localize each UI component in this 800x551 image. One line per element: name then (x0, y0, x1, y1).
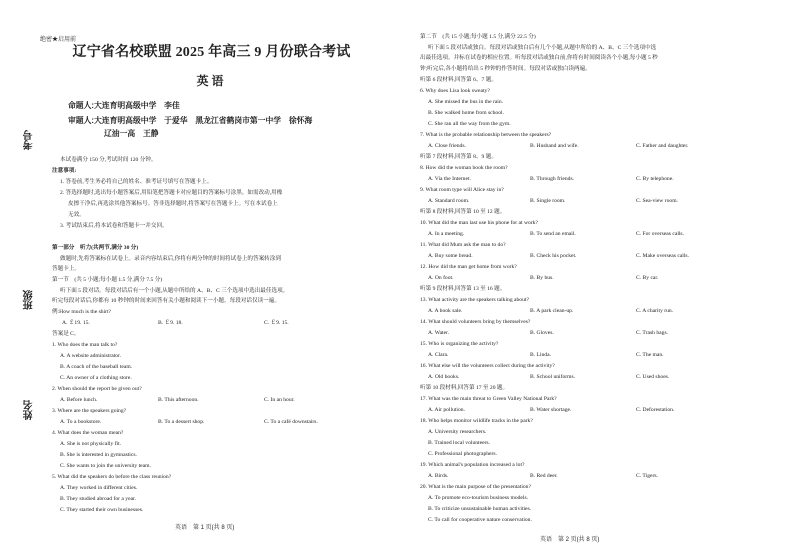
set-instruction: 听第 6 段材料,回答第 6、7 题。 (420, 77, 497, 83)
option: A. To a bookstore. (60, 419, 102, 425)
question-stem: 17. What was the main threat to Green Valley National Park? (420, 396, 557, 402)
question-stem: 1. Who does the man talk to? (52, 342, 118, 348)
question-stem: 16. What else will the volunteers collect during the activity? (420, 363, 555, 369)
option: B. A park clean-up. (530, 308, 574, 314)
set-instruction: 听第 10 段材料,回答第 17 至 20 题。 (420, 385, 509, 391)
question-stem: 2. When should the report be given out? (52, 386, 142, 392)
set-instruction: 听第 9 段材料,回答第 13 至 16 题。 (420, 286, 506, 292)
question-stem: 6. Why does Lisa look sweaty? (420, 88, 490, 94)
option: A. Buy some bread. (428, 253, 473, 259)
note-item: 2. 答选择题时,选出每小题答案后,用铅笔把答题卡对应题目的答案标号涂黑。如需改动,用橡 (60, 190, 283, 196)
part1-heading: 第一部分 听力(共两节,满分 30 分) (52, 245, 139, 251)
option: B. This afternoon. (158, 397, 199, 403)
option: B. To criticize unsustainable human activities. (428, 506, 532, 512)
set-instruction: 听第 8 段材料,回答第 10 至 12 题。 (420, 209, 506, 215)
option: A. In a meeting. (428, 231, 465, 237)
page-footer: 英语 第 1 页(共 8 页) (175, 525, 235, 531)
question-stem: 13. What activity are the speakers talking about? (420, 297, 529, 303)
option: A. She is not physically fit. (60, 441, 122, 447)
question-stem: 10. What did the man last use his phone for at work? (420, 220, 538, 226)
exam-title: 辽宁省名校联盟 2025 年高三 9 月份联合考试 (72, 45, 351, 60)
example-option: B. ￡9. 18. (158, 320, 183, 326)
side-label-class: 班级 (24, 290, 35, 310)
example-answer: 答案是 C。 (52, 331, 80, 337)
side-label-name: 姓名 (24, 400, 35, 420)
question-stem: 9. What room type will Alice stay in? (420, 187, 504, 193)
option: B. They studied abroad for a year. (60, 496, 137, 502)
option: B. To send an email. (530, 231, 576, 237)
part1-intro: 做题时,先将答案标在试卷上。录音内容结束后,你将有两分钟的时间将试卷上的答案转涂到 (60, 256, 281, 262)
option: C. She ran all the way from the gym. (428, 121, 511, 127)
option: C. By car. (636, 275, 659, 281)
page-footer: 英语 第 2 页(共 8 页) (540, 537, 600, 543)
question-stem: 7. What is the probable relationship between the speakers? (420, 132, 552, 138)
example-question: 例:How much is the shirt? (52, 309, 112, 315)
notes-heading: 注意事项: (52, 168, 77, 174)
option: C. The man. (636, 352, 664, 358)
note-item: 1. 答卷前,考生务必将自己的姓名、准考证号填写在答题卡上。 (60, 179, 213, 185)
option: B. School uniforms. (530, 374, 576, 380)
option: B. Husband and wife. (530, 143, 579, 149)
exam-info: 本试卷满分 150 分,考试时间 120 分钟。 (60, 157, 157, 163)
option: C. Tigers. (636, 473, 658, 479)
option: C. In an hour. (264, 397, 295, 403)
option: A. A website administrator. (60, 353, 122, 359)
option: C. Father and daughter. (636, 143, 689, 149)
option: C. Used shoes. (636, 374, 670, 380)
section2-heading: 第二节 (共 15 小题;每小题 1.5 分,满分 22.5 分) (420, 34, 536, 40)
option: A. Clara. (428, 352, 449, 358)
reviewer-line-2: 辽油一高 王静 (104, 129, 159, 138)
exam-page-2 (400, 0, 800, 551)
option: A. She missed the bus in the rain. (428, 99, 504, 105)
option: A. Old books. (428, 374, 460, 380)
option: A. Standard room. (428, 198, 470, 204)
option: B. Linda. (530, 352, 551, 358)
section1-intro: 听完每段对话后,你都有 10 秒钟的时间来回答有关小题和阅读下一小题。每段对话仅读一遍。 (52, 298, 280, 304)
option: B. She walked home from school. (428, 110, 504, 116)
section2-intro: 钟;听完后,各小题将给出 5 秒钟的作答时间。每段对话或独白读两遍。 (420, 66, 591, 72)
option: B. Check his pocket. (530, 253, 577, 259)
option: C. Trash bags. (636, 330, 669, 336)
set-instruction: 听第 7 段材料,回答第 8、9 题。 (420, 154, 497, 160)
question-stem: 19. Which animal's population increased a lot? (420, 462, 525, 468)
option: C. Sea-view room. (636, 198, 678, 204)
section2-intro: 出最佳选项。并标在试卷的相应位置。听每段对话或独白前,你将有时间阅读各个小题,每小题 5 秒 (420, 55, 658, 61)
option: B. To a dessert shop. (158, 419, 205, 425)
option: A. Air pollution. (428, 407, 465, 413)
option: A. Via the Internet. (428, 176, 471, 182)
option: B. A coach of the baseball team. (60, 364, 133, 370)
option: C. Professional photographers. (428, 451, 497, 457)
question-stem: 12. How did the man get home from work? (420, 264, 517, 270)
option: C. A charity run. (636, 308, 674, 314)
reviewer-line-1: 审题人:大连育明高级中学 于爱华 黑龙江省鹤岗市第一中学 徐怀海 (68, 116, 313, 125)
option: C. Deforestation. (636, 407, 675, 413)
option: B. She is interested in gymnastics. (60, 452, 137, 458)
option: C. To call for cooperative nature conservation. (428, 517, 532, 523)
option: C. An owner of a clothing store. (60, 375, 132, 381)
question-stem: 15. Who is organizing the activity? (420, 341, 499, 347)
option: C. Make overseas calls. (636, 253, 689, 259)
section1-heading: 第一节 (共 5 小题;每小题 1.5 分,满分 7.5 分) (52, 277, 163, 283)
option: B. Trained local volunteers. (428, 440, 490, 446)
question-stem: 20. What is the main purpose of the presentation? (420, 484, 531, 490)
proposer-line: 命题人:大连育明高级中学 李佳 (68, 101, 180, 110)
option: B. By bus. (530, 275, 554, 281)
option: C. They started their own businesses. (60, 507, 144, 513)
question-stem: 3. Where are the speakers going? (52, 408, 127, 414)
secret-mark: 绝密★启用前 (40, 37, 77, 43)
option: B. Gloves. (530, 330, 554, 336)
question-stem: 5. What did the speakers do before the class reunion? (52, 474, 172, 480)
option: A. Birds. (428, 473, 449, 479)
option: A. University researchers. (428, 429, 487, 435)
question-stem: 4. What does the woman mean? (52, 430, 124, 436)
example-option: A. ￡19. 15. (62, 320, 90, 326)
option: A. To promote eco-tourism business models. (428, 495, 529, 501)
note-item: 3. 考试结束后,将本试卷和答题卡一并交回。 (60, 223, 168, 229)
question-stem: 11. What did Mum ask the man to do? (420, 242, 506, 248)
section1-intro: 听下面 5 段对话。每段对话后有一个小题,从题中所给的 A、B、C 三个选项中选出最佳选项。 (60, 288, 289, 294)
option: C. By telephone. (636, 176, 674, 182)
option: B. Water shortage. (530, 407, 572, 413)
side-label-exam-no: 考号 (24, 130, 35, 150)
option: A. Water. (428, 330, 450, 336)
option: A. They worked in different cities. (60, 485, 138, 491)
option: B. Red deer. (530, 473, 558, 479)
part1-intro: 答题卡上。 (52, 266, 80, 272)
option: C. She wants to join the university team. (60, 463, 151, 469)
question-stem: 18. Who helps monitor wildlife tracks in the park? (420, 418, 533, 424)
option: C. To a café downstairs. (264, 419, 318, 425)
example-option: C. ￡9. 15. (264, 320, 289, 326)
option: A. On foot. (428, 275, 454, 281)
note-item: 无效。 (68, 212, 85, 218)
question-stem: 14. What should volunteers bring by themselves? (420, 319, 531, 325)
subject-title: 英语 (196, 74, 227, 88)
option: A. A book sale. (428, 308, 463, 314)
option: B. Single room. (530, 198, 566, 204)
option: A. Close friends. (428, 143, 466, 149)
option: A. Before lunch. (60, 397, 98, 403)
section2-intro: 听下面 5 段对话或独白。每段对话或独白后有几个小题,从题中所给的 A、B、C 三个选项中选 (428, 45, 657, 51)
question-stem: 8. How did the woman book the room? (420, 165, 508, 171)
option: C. For overseas calls. (636, 231, 685, 237)
note-item: 皮擦干净后,再选涂其他答案标号。答非选择题时,将答案写在答题卡上。写在本试卷上 (68, 201, 278, 207)
option: B. Through friends. (530, 176, 575, 182)
